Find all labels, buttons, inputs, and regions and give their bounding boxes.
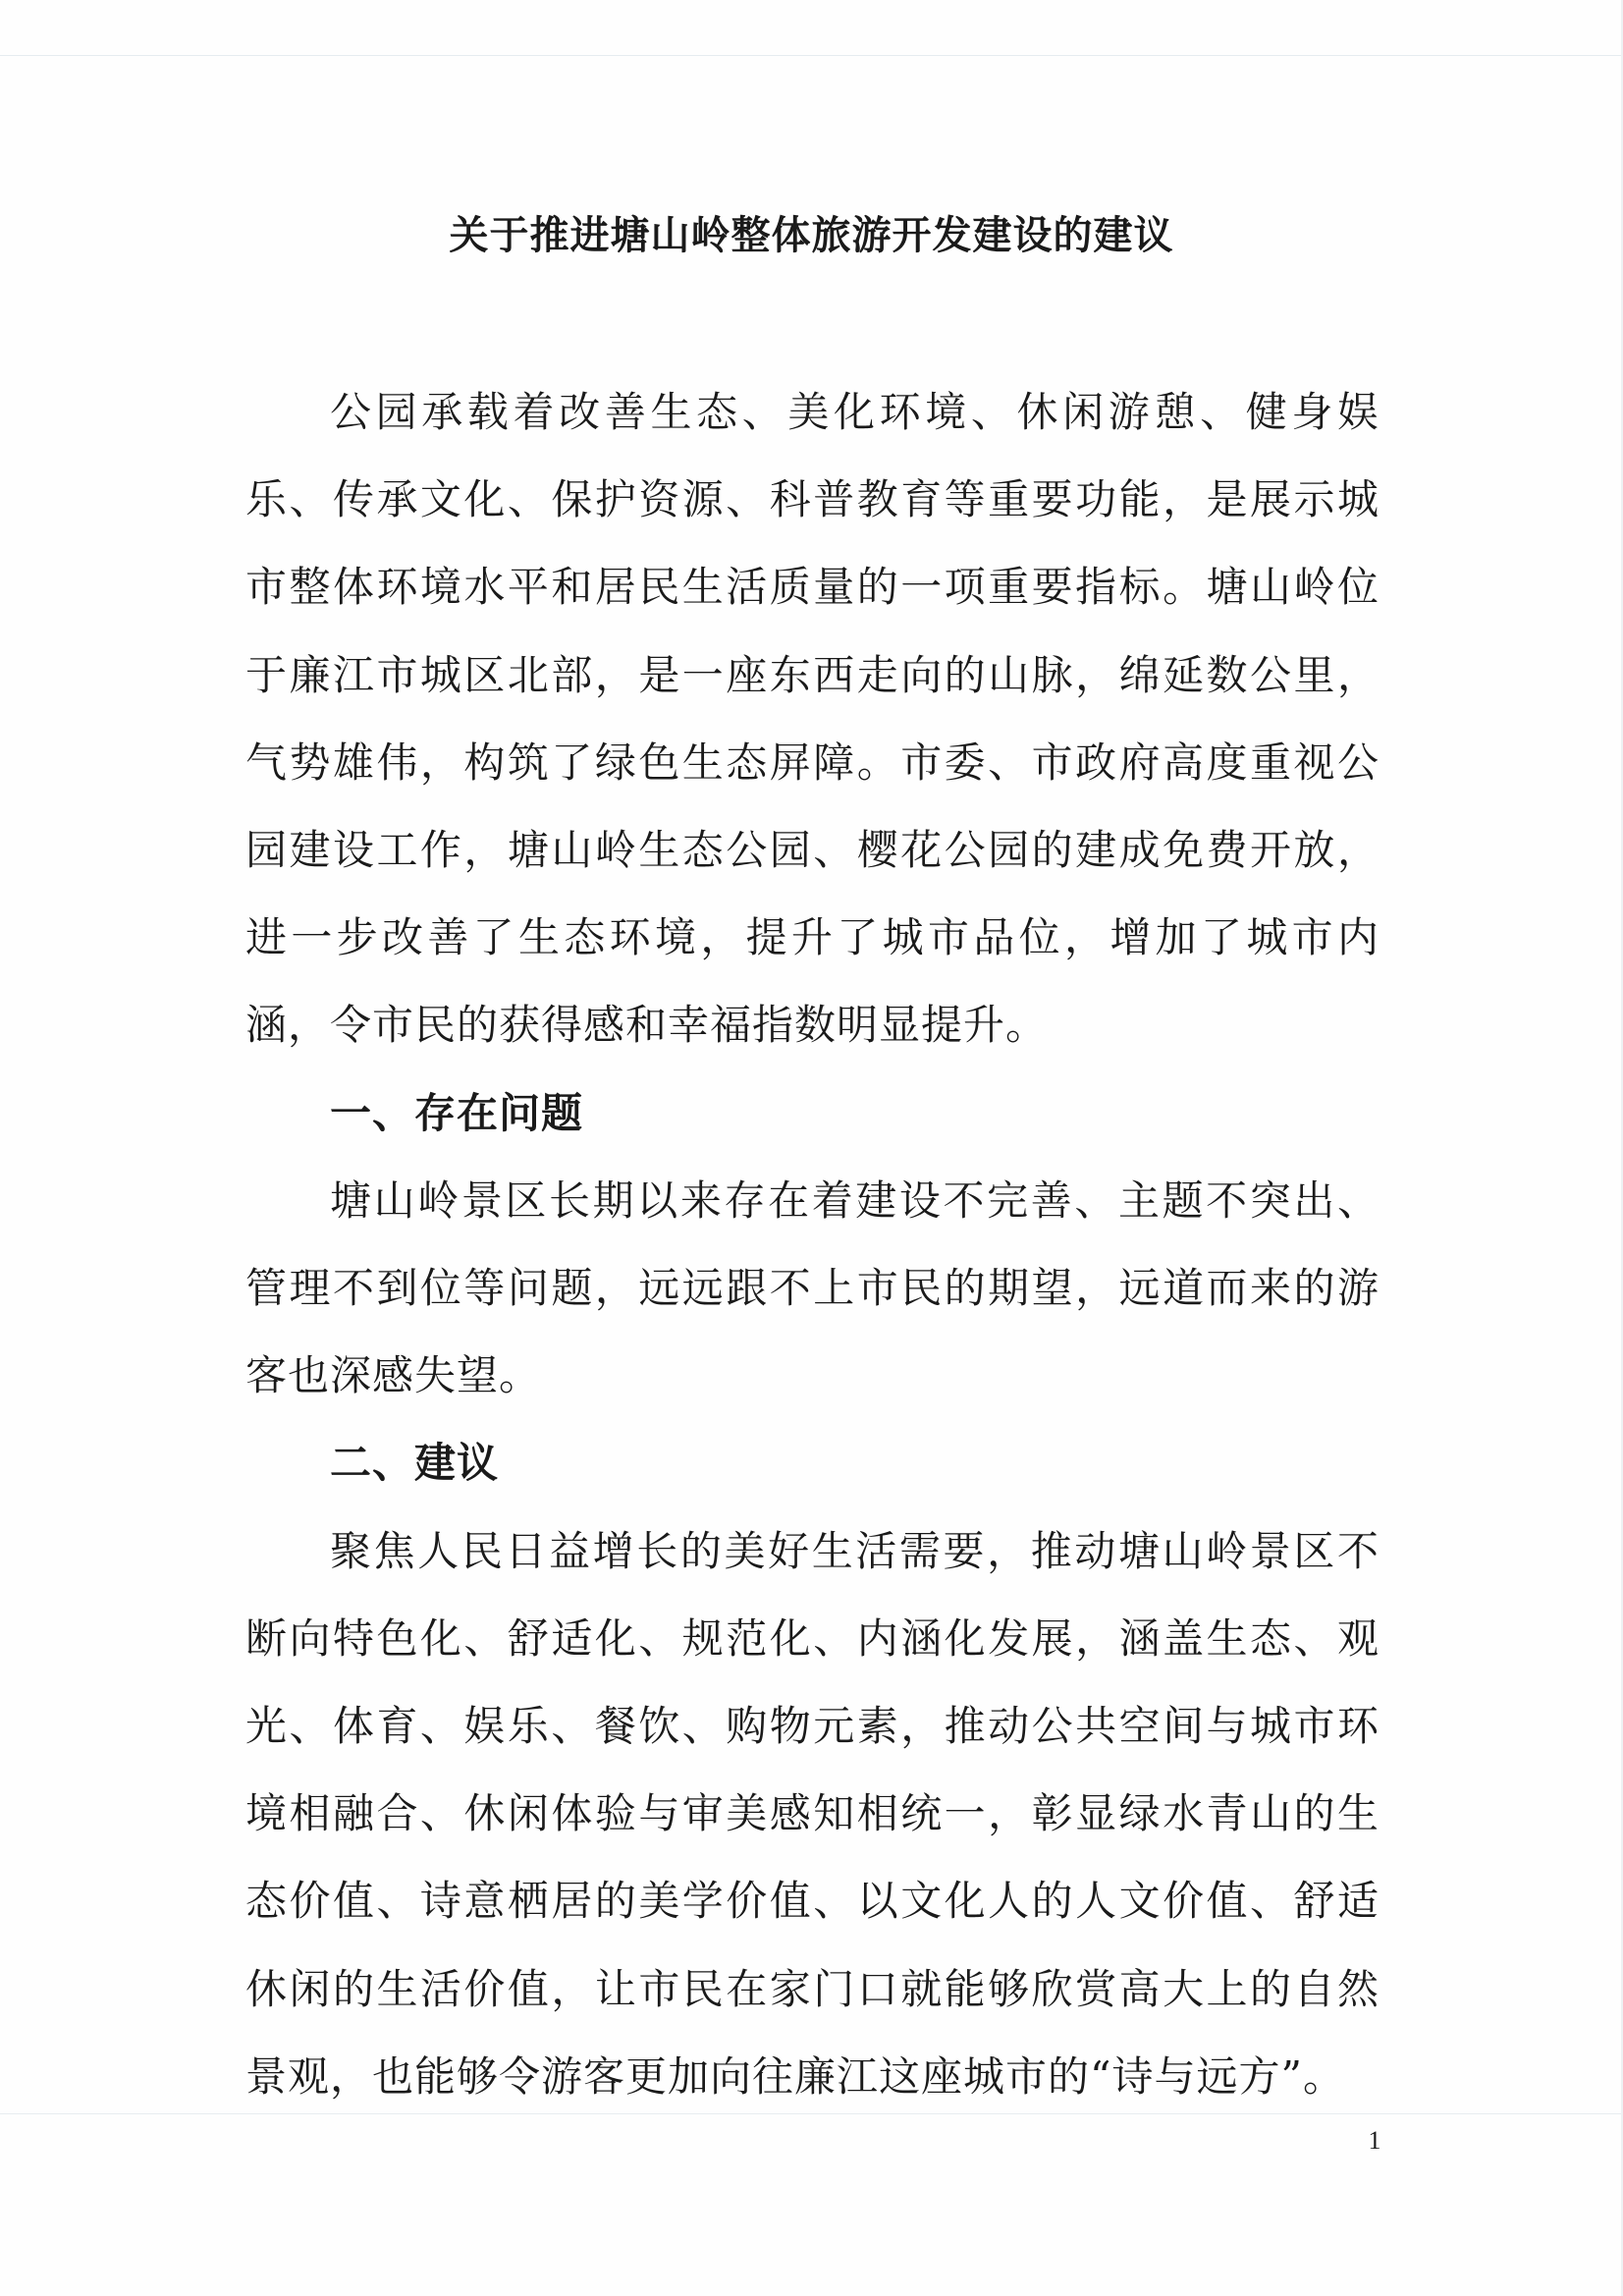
section-heading-problems: 一、存在问题 — [330, 1088, 584, 1137]
paragraph-problems: 塘山岭景区长期以来存在着建设不完善、主题不突出、管理不到位等问题，远远跟不上市民的期望，远道而来的游客也深感失望。 — [245, 1175, 1380, 1400]
paragraph-intro: 公园承载着改善生态、美化环境、休闲游憩、健身娱乐、传承文化、保护资源、科普教育等重要功能，是展示城市整体环境水平和居民生活质量的一项重要指标。塘山岭位于廉江市城区北部，是一座东西走向的山脉，绵延数公里，气势雄伟，构筑了绿色生态屏障。市委、市政府高度重视公园建设工作，塘山岭生态公园、樱花公园的建成免费开放，进一步改善了生态环境，提升了城市品位，增加了城市内涵，令市民的获得感和幸福指数明显提升。 — [245, 388, 1380, 1050]
page-number: 1 — [1368, 2126, 1381, 2155]
paragraph-suggestions: 聚焦人民日益增长的美好生活需要，推动塘山岭景区不断向特色化、舒适化、规范化、内涵化发展，涵盖生态、观光、体育、娱乐、餐饮、购物元素，推动公共空间与城市环境相融合、休闲体验与审美感知相统一，彰显绿水青山的生态价值、诗意栖居的美学价值、以文化人的人文价值、舒适休闲的生活价值，让市民在家门口就能够欣赏高大上的自然景观，也能够令游客更加向往廉江这座城市的“诗与远方”。 — [245, 1526, 1380, 2101]
scan-line-top — [0, 55, 1623, 56]
document-body — [245, 368, 1380, 2120]
document-title: 关于推进塘山岭整体旅游开发建设的建议 — [449, 212, 1174, 258]
section-heading-suggestions: 二、建议 — [330, 1439, 500, 1488]
